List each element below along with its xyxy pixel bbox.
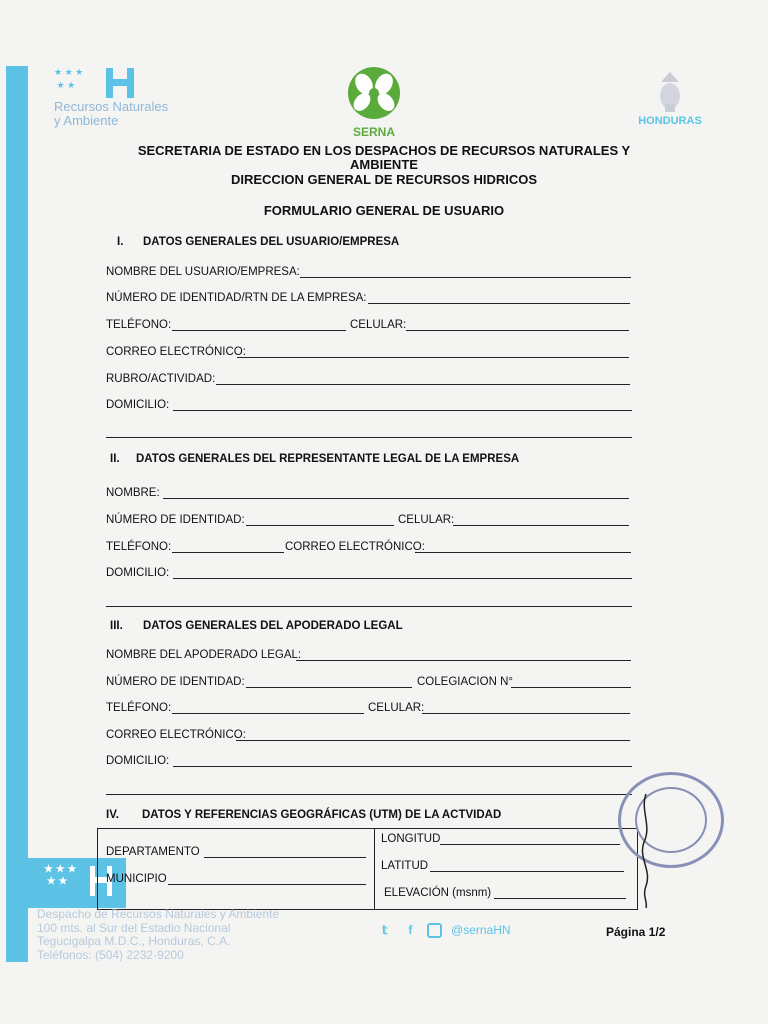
footer-address-line2: 100 mts. al Sur del Estadio Nacional: [37, 920, 231, 935]
s2-celular-label: CELULAR:: [398, 514, 455, 526]
section-3-number: III.: [110, 620, 123, 632]
s1-identidad-field[interactable]: [368, 303, 630, 304]
footer-address-line1: Despacho de Recursos Naturales y Ambiente: [37, 907, 280, 921]
section-4-number: IV.: [106, 809, 120, 821]
s4-longitud-label: LONGITUD: [381, 833, 441, 845]
left-accent-stripe: [6, 66, 28, 962]
s3-celular-label: CELULAR:: [368, 702, 425, 714]
honduras-logo-text: HONDURAS: [638, 115, 702, 127]
s1-rubro-label: RUBRO/ACTIVIDAD:: [106, 373, 216, 385]
header-line-2: AMBIENTE: [350, 157, 418, 172]
s4-longitud-field[interactable]: [440, 844, 620, 845]
left-logo-line1: Recursos Naturales: [54, 99, 169, 114]
s1-domicilio-field-2[interactable]: [106, 437, 632, 438]
s3-domicilio-label: DOMICILIO:: [106, 755, 170, 767]
s1-telefono-label: TELÉFONO:: [106, 319, 172, 331]
s3-colegiacion-label: COLEGIACION N°: [417, 676, 513, 688]
s2-domicilio-field[interactable]: [173, 578, 632, 579]
form-title: FORMULARIO GENERAL DE USUARIO: [263, 203, 505, 218]
s3-correo-label: CORREO ELECTRÓNICO:: [106, 729, 246, 741]
header-line-3: DIRECCION GENERAL DE RECURSOS HIDRICOS: [230, 172, 537, 187]
instagram-icon[interactable]: [427, 923, 442, 938]
s4-municipio-field[interactable]: [168, 884, 366, 885]
honduras-logo: [634, 70, 706, 127]
s2-domicilio-label: DOMICILIO:: [106, 567, 170, 579]
s4-latitud-label: LATITUD: [381, 860, 429, 872]
facebook-icon[interactable]: f: [408, 923, 413, 937]
s3-colegiacion-field[interactable]: [511, 687, 631, 688]
s4-municipio-label: MUNICIPIO: [106, 873, 167, 885]
s4-elevacion-field[interactable]: [494, 898, 626, 899]
left-logo-line2: y Ambiente: [54, 113, 119, 128]
footer-stars-logo: ★ ★ ★ ★ ★: [44, 864, 77, 887]
s3-nombre-field[interactable]: [296, 660, 631, 661]
s1-correo-field[interactable]: [237, 357, 629, 358]
utm-table-divider: [374, 829, 375, 909]
s3-domicilio-field-2[interactable]: [106, 794, 632, 795]
s3-celular-field[interactable]: [422, 713, 630, 714]
s1-identidad-label: NÚMERO DE IDENTIDAD/RTN DE LA EMPRESA:: [106, 292, 367, 304]
s3-nombre-label: NOMBRE DEL APODERADO LEGAL:: [106, 649, 302, 661]
section-2-number: II.: [110, 453, 120, 465]
social-handle[interactable]: @sernaHN: [451, 923, 511, 937]
s2-nombre-field[interactable]: [163, 498, 629, 499]
header-line-1: SECRETARIA DE ESTADO EN LOS DESPACHOS DE RECURSOS NATURALES Y: [137, 143, 631, 158]
s1-rubro-field[interactable]: [216, 384, 630, 385]
s4-departamento-field[interactable]: [204, 857, 366, 858]
s1-domicilio-field[interactable]: [173, 410, 632, 411]
s3-telefono-field[interactable]: [172, 713, 364, 714]
s1-celular-field[interactable]: [406, 330, 629, 331]
official-stamp: [618, 772, 724, 868]
s2-correo-field[interactable]: [415, 552, 631, 553]
section-2-title: [110, 453, 519, 465]
page-number: Página 1/2: [606, 925, 666, 939]
s1-domicilio-label: DOMICILIO:: [106, 399, 170, 411]
section-3-title: [110, 620, 403, 632]
s4-latitud-field[interactable]: [430, 871, 624, 872]
h-logo-mark: [106, 68, 134, 98]
s2-telefono-field[interactable]: [172, 552, 284, 553]
s2-correo-label: CORREO ELECTRÓNICO:: [285, 541, 425, 553]
serna-logo-text: SERNA: [352, 125, 395, 139]
footer-address-line4: Teléfonos: (504) 2232-9200: [37, 947, 184, 962]
signature-mark: [636, 790, 656, 910]
s2-nombre-label: NOMBRE:: [106, 487, 160, 499]
s3-domicilio-field[interactable]: [173, 766, 632, 767]
section-1-label: DATOS GENERALES DEL USUARIO/EMPRESA: [143, 236, 400, 248]
twitter-icon[interactable]: 𝕥: [382, 923, 388, 937]
section-4-label: DATOS Y REFERENCIAS GEOGRÁFICAS (UTM) DE LA ACTVIDAD: [142, 809, 502, 821]
section-1-number: I.: [117, 236, 124, 248]
s4-elevacion-label: ELEVACIÓN (msnm): [384, 887, 492, 899]
s4-departamento-label: DEPARTAMENTO: [106, 846, 200, 858]
s1-correo-label: CORREO ELECTRÓNICO:: [106, 346, 246, 358]
s1-celular-label: CELULAR:: [350, 319, 407, 331]
s2-identidad-field[interactable]: [246, 525, 394, 526]
s1-nombre-label: NOMBRE DEL USUARIO/EMPRESA:: [106, 266, 300, 278]
serna-logo: [344, 66, 404, 139]
social-links: [382, 923, 511, 938]
footer-address: [37, 908, 279, 962]
section-1-title: [117, 236, 399, 248]
serna-leaf-icon: [344, 66, 404, 122]
s3-identidad-label: NÚMERO DE IDENTIDAD:: [106, 676, 245, 688]
section-2-label: DATOS GENERALES DEL REPRESENTANTE LEGAL DE LA EMPRESA: [136, 453, 520, 465]
s2-identidad-label: NÚMERO DE IDENTIDAD:: [106, 514, 245, 526]
s1-nombre-field[interactable]: [300, 277, 631, 278]
s3-correo-field[interactable]: [236, 740, 630, 741]
s3-telefono-label: TELÉFONO:: [106, 702, 172, 714]
s2-domicilio-field-2[interactable]: [106, 606, 632, 607]
s1-telefono-field[interactable]: [172, 330, 346, 331]
coat-of-arms-icon: [657, 70, 683, 114]
s2-telefono-label: TELÉFONO:: [106, 541, 172, 553]
s2-celular-field[interactable]: [453, 525, 629, 526]
stars-logo: ★ ★ ★ ★ ★: [54, 67, 84, 90]
s3-identidad-field[interactable]: [246, 687, 412, 688]
left-logo-text: [54, 100, 168, 128]
footer-address-line3: Tegucigalpa M.D.C., Honduras, C.A.: [37, 934, 231, 948]
signature: [636, 790, 656, 910]
section-3-label: DATOS GENERALES DEL APODERADO LEGAL: [143, 620, 403, 632]
section-4-title: [106, 809, 501, 821]
